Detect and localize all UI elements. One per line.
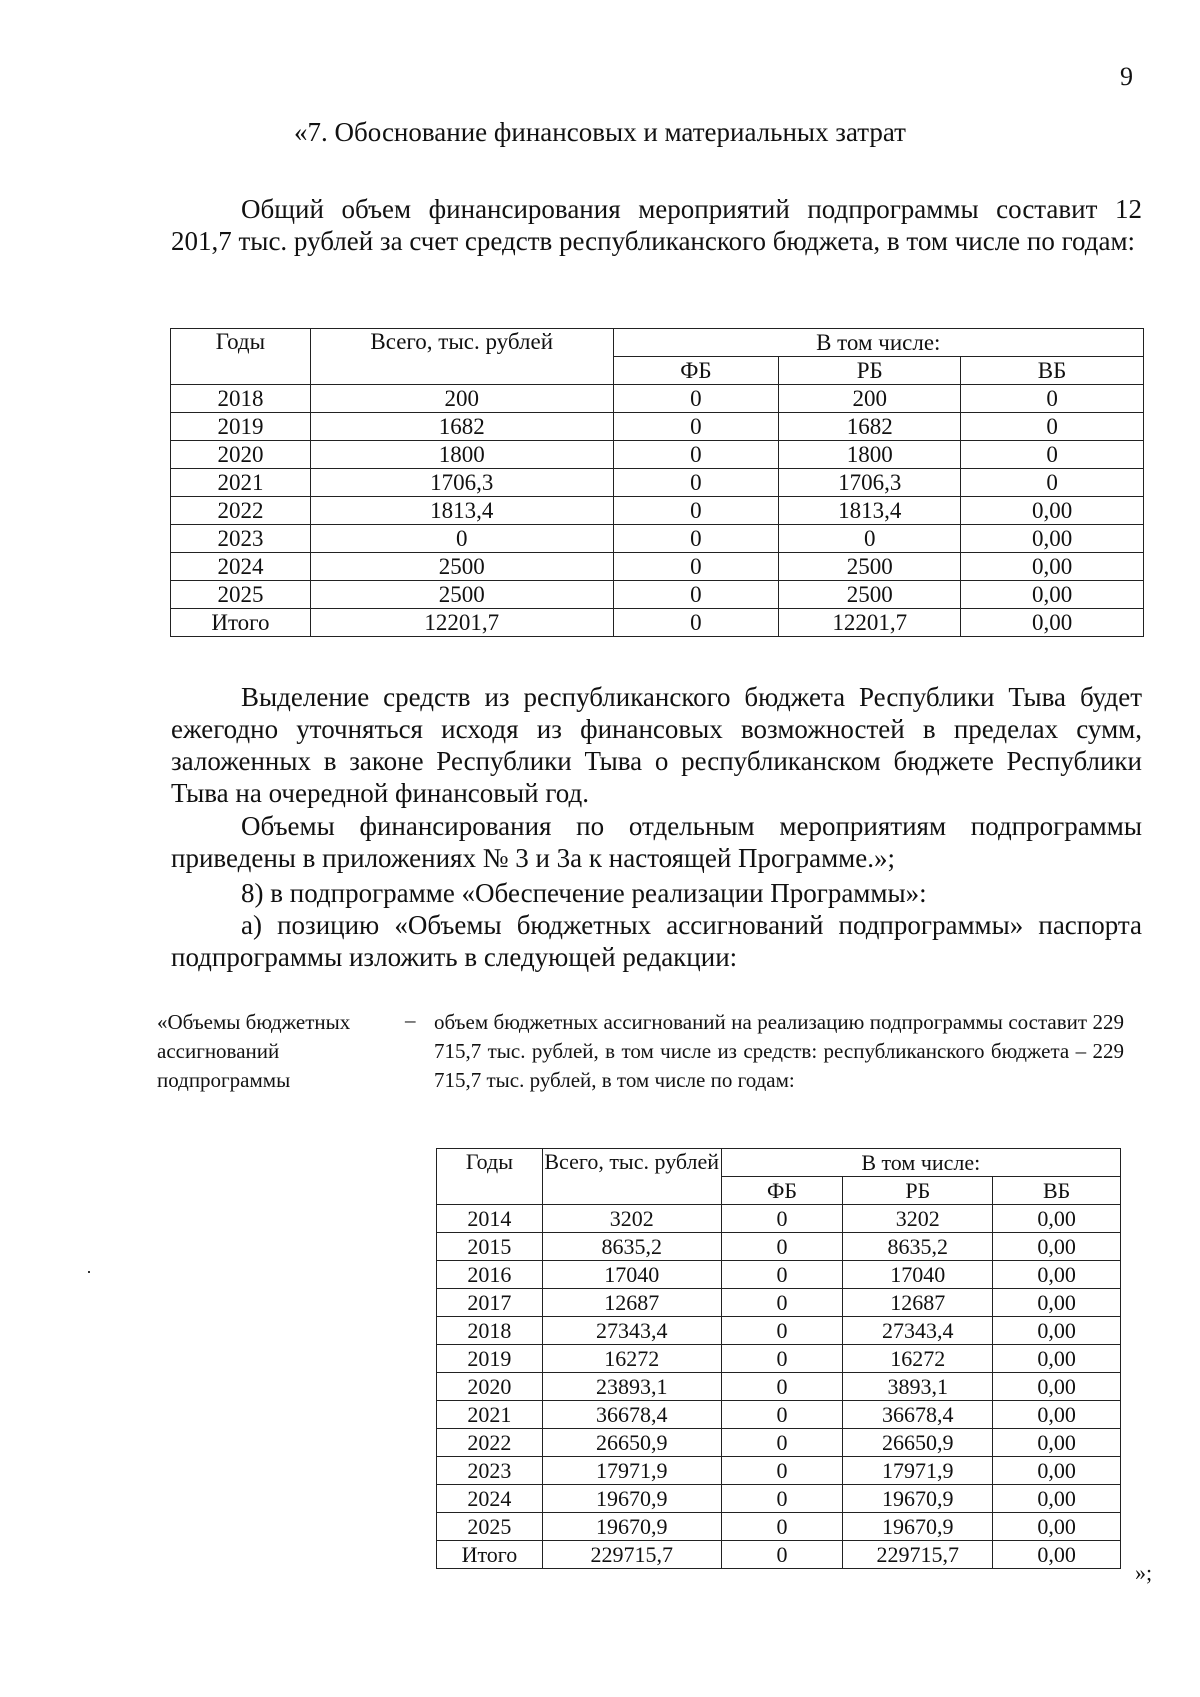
table-cell: 12687 [542,1289,721,1317]
table-cell: 2500 [779,553,961,581]
header-total: Всего, тыс. рублей [542,1149,721,1205]
table-cell: 0 [310,525,613,553]
table-cell: 26650,9 [843,1429,993,1457]
header-vb: ВБ [993,1177,1121,1205]
table-cell: 0 [961,441,1144,469]
header-total: Всего, тыс. рублей [310,329,613,385]
table-row [437,1373,1121,1401]
funding-table-2 [436,1148,1121,1569]
table-cell: 3893,1 [843,1373,993,1401]
table-cell: 19670,9 [542,1485,721,1513]
item-a-paragraph: а) позицию «Объемы бюджетных ассигнований подпрограммы» паспорта подпрограммы изложить в следующей редакции: [171,910,1142,972]
table-cell: 26650,9 [542,1429,721,1457]
table-cell: 0 [721,1261,843,1289]
table-cell: 2024 [437,1485,543,1513]
table-row [437,1345,1121,1373]
table-cell: 0,00 [961,553,1144,581]
table-cell: 27343,4 [843,1317,993,1345]
table-cell: 0,00 [993,1233,1121,1261]
table-cell: 0 [721,1345,843,1373]
table-cell: 0 [613,525,779,553]
table-cell: 2025 [171,581,311,609]
table-cell: 2021 [437,1401,543,1429]
table-cell: 0 [613,581,779,609]
table-row [437,1233,1121,1261]
table-cell: 0,00 [993,1457,1121,1485]
table-cell: 0 [613,609,779,637]
table-cell: 1800 [310,441,613,469]
table-row [171,553,1144,581]
table-cell: 2020 [171,441,311,469]
table-cell: 0 [613,413,779,441]
table-cell: 3202 [843,1205,993,1233]
table-cell: 1682 [310,413,613,441]
table-cell: 2023 [171,525,311,553]
table-cell: 17040 [542,1261,721,1289]
table-row [437,1457,1121,1485]
table-cell: 0,00 [993,1401,1121,1429]
table-cell: 0,00 [993,1205,1121,1233]
table-cell: 0 [721,1485,843,1513]
table-cell: 0 [613,553,779,581]
table-cell: 2022 [437,1429,543,1457]
header-fb: ФБ [721,1177,843,1205]
item-8-paragraph: 8) в подпрограмме «Обеспечение реализации Программы»: [241,878,927,908]
table-row [171,609,1144,637]
header-vb: ВБ [961,357,1144,385]
table-cell: 0,00 [961,609,1144,637]
table-row [437,1317,1121,1345]
table-cell: 1706,3 [310,469,613,497]
table-cell: 0,00 [993,1485,1121,1513]
table-cell: 1682 [779,413,961,441]
table-cell: 2016 [437,1261,543,1289]
table-cell: 17971,9 [542,1457,721,1485]
table-cell: 1813,4 [779,497,961,525]
header-years: Годы [171,329,311,385]
passport-label: «Объемы бюджетных ассигнований подпрограммы [157,1010,351,1092]
table-row [437,1205,1121,1233]
volumes-paragraph: Объемы финансирования по отдельным мероприятиям подпрограммы приведены в приложениях № 3 и 3а к настоящей Программе.»; [171,811,1142,873]
table-cell: 0,00 [993,1373,1121,1401]
page-number: 9 [1120,62,1133,91]
table-cell: 23893,1 [542,1373,721,1401]
table-cell: 1813,4 [310,497,613,525]
table-cell: 229715,7 [542,1541,721,1569]
section-heading: «7. Обоснование финансовых и материальных затрат [294,117,906,147]
header-rb: РБ [779,357,961,385]
table-cell: 0,00 [993,1429,1121,1457]
table-row [437,1261,1121,1289]
table-cell: 0 [961,469,1144,497]
table-cell: 2500 [310,581,613,609]
table-cell: 0,00 [961,497,1144,525]
table-cell: 2500 [779,581,961,609]
table-cell: 2020 [437,1373,543,1401]
table-row [437,1513,1121,1541]
table-row [437,1485,1121,1513]
table-cell: 0 [721,1289,843,1317]
table-cell: 229715,7 [843,1541,993,1569]
table-cell: 17971,9 [843,1457,993,1485]
table-cell: 0 [961,385,1144,413]
table-cell: 0,00 [993,1345,1121,1373]
table-cell: 17040 [843,1261,993,1289]
table-cell: 0 [721,1233,843,1261]
table-cell: 2018 [171,385,311,413]
scan-speck [88,1271,90,1273]
table-cell: 0 [721,1429,843,1457]
table-row [437,1429,1121,1457]
table-cell: 0 [613,441,779,469]
table-cell: 2015 [437,1233,543,1261]
table-cell: 8635,2 [542,1233,721,1261]
table-cell: 0,00 [993,1289,1121,1317]
table-cell: 2017 [437,1289,543,1317]
table-cell: 2019 [437,1345,543,1373]
table-cell: 2019 [171,413,311,441]
table-cell: 1706,3 [779,469,961,497]
table-cell: 2023 [437,1457,543,1485]
table-row [171,413,1144,441]
table-row [171,469,1144,497]
table-cell: 36678,4 [843,1401,993,1429]
table-row [437,1541,1121,1569]
table-cell: 0 [613,385,779,413]
closing-quote: »; [1135,1560,1153,1585]
table-cell: 8635,2 [843,1233,993,1261]
table-cell: 16272 [843,1345,993,1373]
header-years: Годы [437,1149,543,1205]
table-row [171,581,1144,609]
table-cell: 1800 [779,441,961,469]
table-cell: 0,00 [993,1261,1121,1289]
table-row [171,525,1144,553]
table-cell: 2014 [437,1205,543,1233]
table-cell: 0 [613,497,779,525]
table-cell: 3202 [542,1205,721,1233]
table-row [171,497,1144,525]
allocation-paragraph: Выделение средств из республиканского бюджета Республики Тыва будет ежегодно уточняться исходя из финансовых возможностей в пределах сумм, заложенных в законе Республики Тыва о республиканском бюджете Республики Тыва на очередной финансовый год. [171,682,1142,808]
passport-text: объем бюджетных ассигнований на реализацию подпрограммы составит 229 715,7 тыс. рублей, в том числе из средств: республиканского бюджета – 229 715,7 тыс. рублей, в том числе по годам: [434,1010,1124,1092]
header-fb: ФБ [613,357,779,385]
intro-paragraph: Общий объем финансирования мероприятий подпрограммы составит 12 201,7 тыс. рублей за счет средств республиканского бюджета, в том числе по годам: [171,194,1142,256]
table-row [171,385,1144,413]
table-cell: 2022 [171,497,311,525]
table-cell: 12687 [843,1289,993,1317]
passport-dash: – [405,1008,416,1032]
table-cell: 0 [721,1317,843,1345]
table-cell: 16272 [542,1345,721,1373]
table-cell: 0 [721,1373,843,1401]
header-including: В том числе: [721,1149,1120,1177]
table-cell: 0 [613,469,779,497]
table-cell: 0 [961,413,1144,441]
table-cell: 0 [779,525,961,553]
table-cell: 12201,7 [310,609,613,637]
table-cell: 0,00 [993,1513,1121,1541]
table-cell: 36678,4 [542,1401,721,1429]
table-cell: 0 [721,1205,843,1233]
table-cell: 200 [779,385,961,413]
header-rb: РБ [843,1177,993,1205]
table-cell: 0 [721,1401,843,1429]
table-cell: 19670,9 [843,1513,993,1541]
table-row [437,1289,1121,1317]
table-cell: 12201,7 [779,609,961,637]
table-cell: 0 [721,1513,843,1541]
table-cell: Итого [437,1541,543,1569]
table-row [437,1401,1121,1429]
table-row [171,441,1144,469]
table-cell: 0 [721,1541,843,1569]
table-cell: 19670,9 [542,1513,721,1541]
header-including: В том числе: [613,329,1143,357]
table-cell: 2021 [171,469,311,497]
table-cell: 27343,4 [542,1317,721,1345]
table-cell: 0,00 [993,1541,1121,1569]
funding-table-1 [170,328,1144,637]
table-cell: 0,00 [961,525,1144,553]
table-cell: 0,00 [993,1317,1121,1345]
table-cell: 0,00 [961,581,1144,609]
table-cell: 2024 [171,553,311,581]
table-cell: 2018 [437,1317,543,1345]
table-cell: 200 [310,385,613,413]
table-cell: 0 [721,1457,843,1485]
table-cell: Итого [171,609,311,637]
table-cell: 2500 [310,553,613,581]
table-cell: 2025 [437,1513,543,1541]
table-cell: 19670,9 [843,1485,993,1513]
